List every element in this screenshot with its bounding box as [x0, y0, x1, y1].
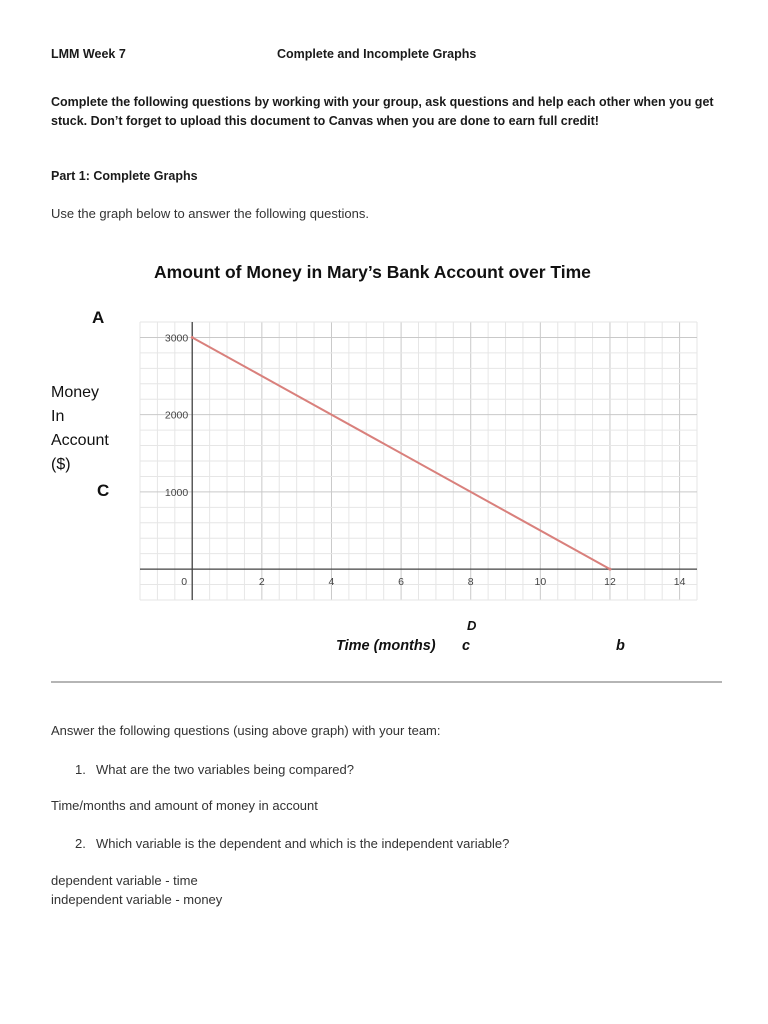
- answer-2-line2: independent variable - money: [51, 892, 223, 907]
- data-point: [608, 568, 611, 571]
- x-tick-label: 2: [258, 576, 265, 589]
- question-1: What are the two variables being compared?: [96, 762, 354, 777]
- x-tick-label: 4: [328, 576, 335, 589]
- x-tick-label: 10: [534, 576, 547, 589]
- x-tick-label: 0: [181, 576, 188, 589]
- y-tick-label: 1000: [164, 486, 189, 499]
- annotation-letter-b: b: [616, 638, 625, 654]
- question-2: Which variable is the dependent and which is the independent variable?: [96, 836, 510, 851]
- y-tick-label: 3000: [164, 332, 189, 345]
- y-tick-label: 2000: [164, 409, 189, 422]
- data-point: [191, 336, 194, 339]
- answer-1: Time/months and amount of money in account: [51, 798, 318, 813]
- instruction-text: Use the graph below to answer the following questions.: [51, 206, 369, 221]
- annotation-letter-d: D: [467, 618, 477, 633]
- annotation-letter-c-small: c: [462, 638, 471, 654]
- section-divider: [51, 681, 722, 683]
- x-axis-label: Time (months): [336, 638, 436, 654]
- intro-text: Complete the following questions by working with your group, ask questions and help each other when you get stuck. Don’t forget to upload this document to Canvas when you are done to earn full credit!: [51, 95, 714, 128]
- answer-2-line1: dependent variable - time: [51, 873, 198, 888]
- x-tick-label: 12: [604, 576, 616, 589]
- chart-title: Amount of Money in Mary’s Bank Account over Time: [154, 262, 591, 282]
- question-2-number: 2.: [75, 836, 86, 851]
- week-label: LMM Week 7: [51, 47, 126, 61]
- y-label-line4: ($): [51, 456, 71, 473]
- chart-tick-labels: [165, 332, 686, 588]
- y-label-line2: In: [51, 408, 65, 425]
- annotation-letter-c: C: [97, 481, 110, 500]
- x-tick-label: 8: [467, 576, 474, 589]
- x-tick-label: 14: [673, 576, 686, 589]
- y-label-line1: Money: [51, 384, 100, 401]
- x-tick-label: 6: [398, 576, 405, 589]
- annotation-letter-a: A: [92, 308, 105, 327]
- y-label-line3: Account: [51, 432, 109, 449]
- chart-grid: [140, 322, 697, 600]
- question-1-number: 1.: [75, 762, 86, 777]
- document-title: Complete and Incomplete Graphs: [277, 47, 477, 61]
- part1-heading: Part 1: Complete Graphs: [51, 169, 198, 183]
- questions-lead: Answer the following questions (using above graph) with your team:: [51, 723, 441, 738]
